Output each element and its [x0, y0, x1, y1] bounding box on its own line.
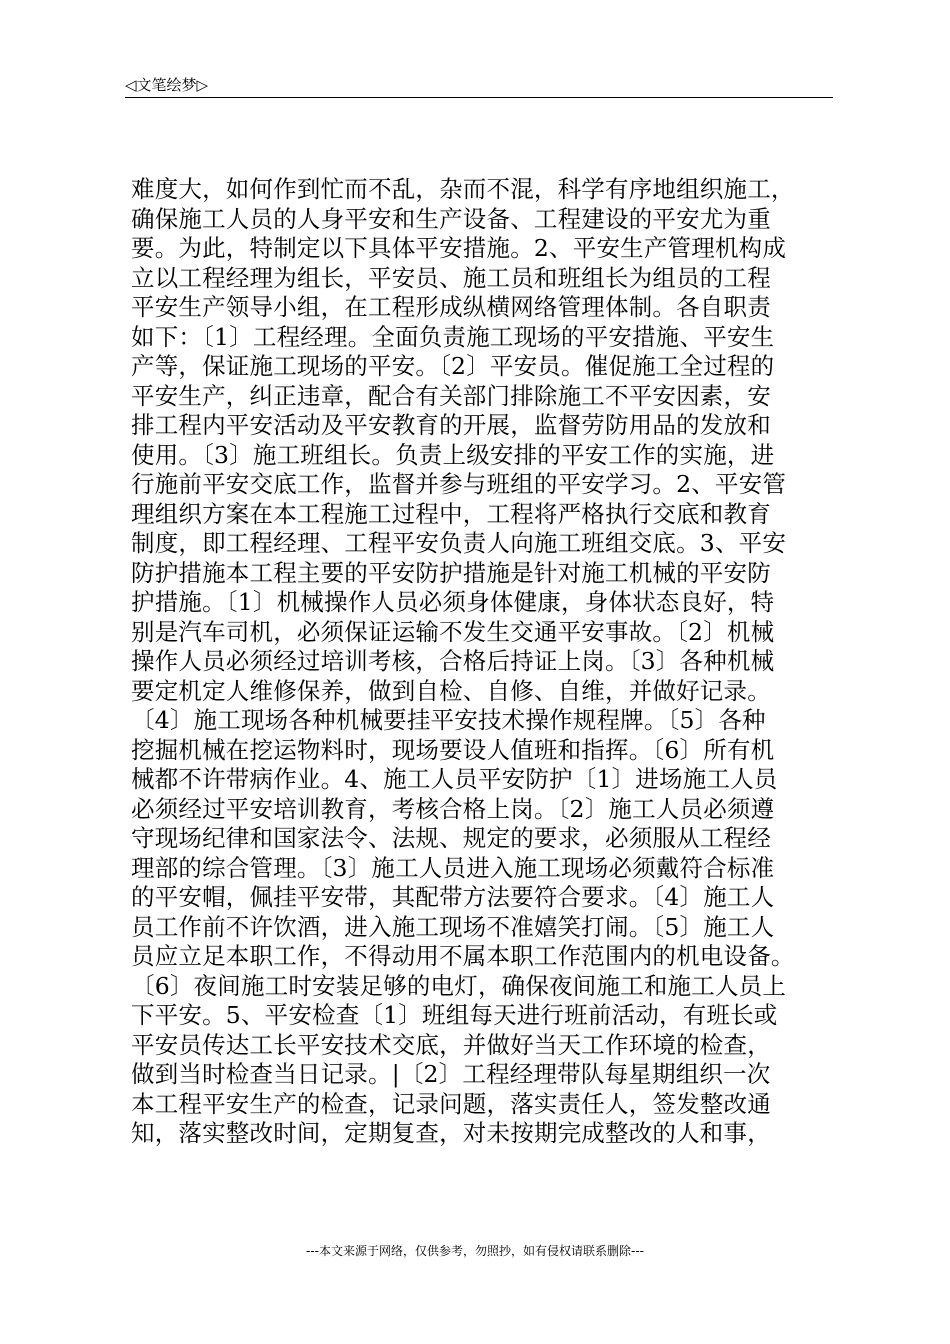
body-line: 要定机定人维修保养，做到自检、自修、自维，并做好记录。	[131, 676, 771, 705]
body-line: 平安生产，纠正违章，配合有关部门排除施工不平安因素，安	[131, 381, 771, 410]
body-line: 员应立足本职工作，不得动用不属本职工作范围内的机电设备。	[131, 942, 795, 970]
body-line: 制度，即工程经理、工程平安负责人向施工班组交底。3、平安	[131, 529, 787, 557]
body-line: 防护措施本工程主要的平安防护措施是针对施工机械的平安防	[131, 558, 771, 587]
body-line: 〔6〕夜间施工时安装足够的电灯，确保夜间施工和施工人员上	[131, 971, 787, 1000]
footer-disclaimer: ---本文来源于网络，仅供参考，勿照抄，如有侵权请联系删除---	[306, 1244, 644, 1258]
body-line: 别是汽车司机，必须保证运输不发生交通平安事故。〔2〕机械	[131, 617, 775, 646]
body-line: 确保施工人员的人身平安和生产设备、工程建设的平安尤为重	[131, 204, 771, 233]
body-line: 本工程平安生产的检查，记录问题，落实责任人，签发整改通	[131, 1089, 771, 1118]
body-line: 理组织方案在本工程施工过程中，工程将严格执行交底和教育	[131, 499, 771, 528]
body-line: 挖掘机械在挖运物料时，现场要设人值班和指挥。〔6〕所有机	[131, 735, 775, 764]
header-divider	[125, 97, 833, 98]
body-line: 下平安。5、平安检查〔1〕班组每天进行班前活动，有班长或	[131, 1001, 778, 1029]
body-line: 必须经过平安培训教育，考核合格上岗。〔2〕施工人员必须遵	[131, 794, 775, 823]
body-line: 员工作前不许饮酒，进入施工现场不准嬉笑打闹。〔5〕施工人	[131, 912, 775, 941]
body-line: 排工程内平安活动及平安教育的开展，监督劳防用品的发放和	[131, 411, 771, 439]
body-line: 守现场纪律和国家法令、法规、规定的要求，必须服从工程经	[131, 824, 771, 852]
body-line: 械都不许带病作业。4、施工人员平安防护〔1〕进场施工人员	[131, 765, 778, 793]
body-line: 要。为此，特制定以下具体平安措施。2、平安生产管理机构成	[131, 234, 787, 262]
body-line: 平安生产领导小组，在工程形成纵横网络管理体制。各自职责	[131, 293, 771, 321]
body-line: 产等，保证施工现场的平安。〔2〕平安员。催促施工全过程的	[131, 352, 775, 380]
body-line: 〔4〕施工现场各种机械要挂平安技术操作规程牌。〔5〕各种	[131, 706, 766, 734]
body-line: 知，落实整改时间，定期复查，对未按期完成整改的人和事，	[131, 1119, 771, 1147]
body-line: 护措施。〔1〕机械操作人员必须身体健康，身体状态良好，特	[131, 588, 775, 616]
body-line: 做到当时检查当日记录。|〔2〕工程经理带队每星期组织一次	[131, 1060, 771, 1088]
body-line: 立以工程经理为组长，平安员、施工员和班组长为组员的工程	[131, 263, 771, 292]
body-line: 如下：〔1〕工程经理。全面负责施工现场的平安措施、平安生	[131, 322, 775, 351]
body-line: 难度大，如何作到忙而不乱，杂而不混，科学有序地组织施工，	[131, 175, 795, 203]
body-line: 理部的综合管理。〔3〕施工人员进入施工现场必须戴符合标准	[131, 853, 775, 882]
body-line: 的平安帽，佩挂平安带，其配带方法要符合要求。〔4〕施工人	[131, 883, 775, 911]
document-header-title: ◁文笔绘梦▷	[125, 76, 209, 94]
body-line: 平安员传达工长平安技术交底，并做好当天工作环境的检查，	[131, 1030, 771, 1059]
body-line: 使用。〔3〕施工班组长。负责上级安排的平安工作的实施，进	[131, 440, 775, 469]
document-body	[131, 175, 841, 1149]
body-line: 行施前平安交底工作，监督并参与班组的平安学习。2、平安管	[131, 470, 787, 498]
body-line: 操作人员必须经过培训考核，合格后持证上岗。〔3〕各种机械	[131, 647, 775, 675]
